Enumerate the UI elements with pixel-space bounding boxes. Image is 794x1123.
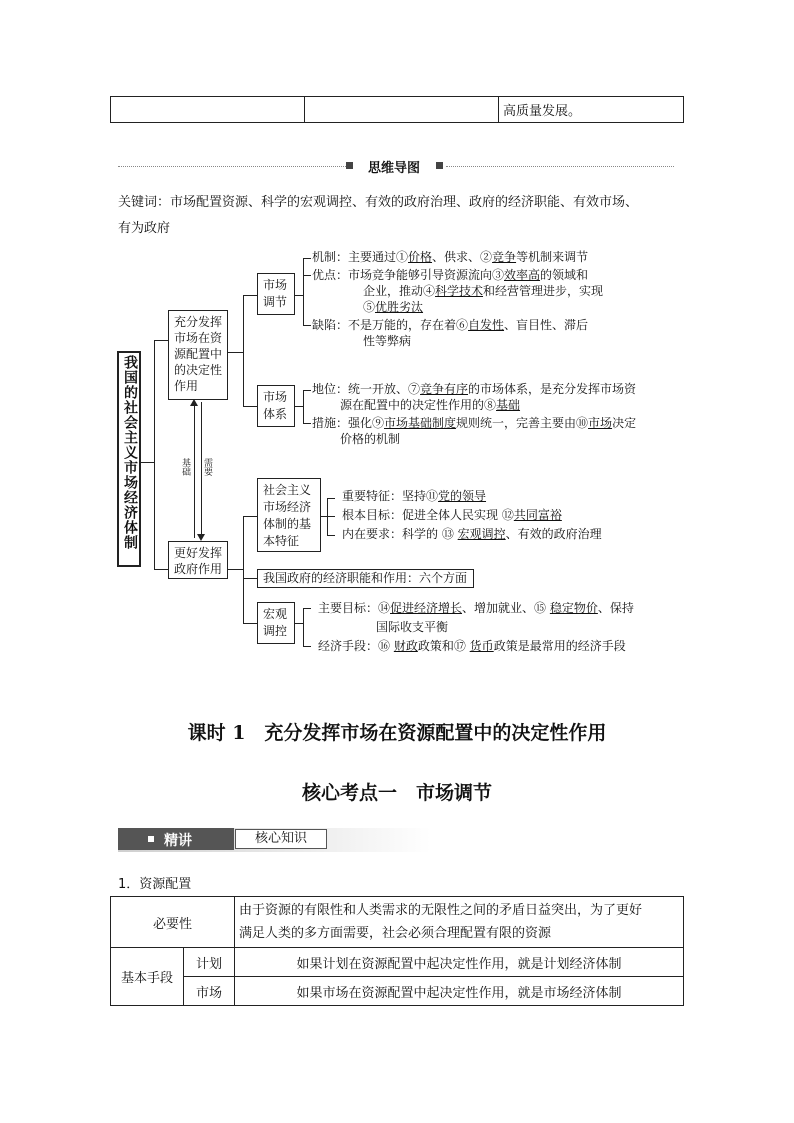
tab-right-label: 核心知识 [235, 829, 327, 849]
keywords-line-1: 市场配置资源、科学的宏观调控、有效的政府治理、政府的经济职能、有效市场、 [170, 195, 639, 210]
label-basis: 基础 [180, 458, 190, 476]
item-heading: 1．资源配置 [118, 877, 192, 892]
plan-text: 如果计划在资源配置中起决定性作用，就是计划经济体制 [235, 948, 684, 977]
label-need: 需要 [202, 458, 212, 476]
top-table-cell-3: 高质量发展。 [499, 97, 684, 123]
feature-important: 重要特征：坚持⑪党的领导 [342, 489, 487, 503]
node-macro-control: 宏观 调控 [257, 602, 295, 644]
necessity-label: 必要性 [111, 897, 235, 948]
node-market-regulation: 市场 调节 [257, 273, 295, 315]
node-market-system: 市场 体系 [257, 385, 295, 427]
section-title: 核心考点一 市场调节 [301, 782, 492, 804]
advantage-line-2: 企业，推动④科学技术和经营管理进步，实现 [363, 284, 604, 298]
defect-line-2: 性等弊病 [363, 334, 412, 348]
node-market-role: 充分发挥 市场在资 源配置中 的决定性 作用 [168, 310, 228, 400]
market-label: 市场 [184, 977, 235, 1006]
node-gov-role: 更好发挥 政府作用 [168, 541, 228, 579]
resource-table [110, 896, 684, 1006]
mechanism-line: 机制：主要通过①价格、供求、②竞争等机制来调节 [312, 250, 589, 264]
targets-line-2: 国际收支平衡 [376, 620, 449, 634]
keywords-line-2: 有为政府 [118, 221, 171, 236]
tab-left-label: 精讲 [164, 833, 192, 849]
position-line-2: 源在配置中的决定性作用的⑧基础 [340, 398, 521, 412]
arrow-up [194, 404, 195, 538]
feature-inner: 内在要求：科学的 ⑬ 宏观调控、有效的政府治理 [342, 527, 602, 541]
measure-line-2: 价格的机制 [340, 432, 401, 446]
necessity-text: 由于资源的有限性和人类需求的无限性之间的矛盾日益突出，为了更好 满足人类的多方面需要，社会必须合理配置有限的资源 [235, 897, 684, 948]
root-node-text: 我国的社会主义市场经济体制 [122, 355, 138, 550]
market-text: 如果市场在资源配置中起决定性作用，就是市场经济体制 [235, 977, 684, 1006]
position-line-1: 地位：统一开放、⑦竞争有序的市场体系，是充分发挥市场资 [312, 382, 637, 396]
measure-line-1: 措施：强化⑨市场基础制度规则统一，完善主要由⑩市场决定 [312, 416, 637, 430]
root-node [117, 351, 141, 567]
advantage-line-3: ⑤优胜劣汰 [363, 300, 424, 314]
jingjiang-tab [118, 828, 431, 854]
means-line: 经济手段：⑯ 财政政策和⑰ 货币政策是最常用的经济手段 [318, 639, 626, 653]
node-gov-functions: 我国政府的经济职能和作用：六个方面 [257, 569, 474, 588]
defect-line-1: 缺陷：不是万能的，存在着⑥自发性、盲目性、滞后 [312, 318, 589, 332]
lesson-title: 课时 1 充分发挥市场在资源配置中的决定性作用 [187, 722, 607, 744]
mind-map-title: 思维导图 [367, 161, 420, 176]
keywords-label: 关键词： [118, 195, 171, 210]
means-label: 基本手段 [111, 948, 184, 1006]
advantage-line-1: 优点：市场竞争能够引导资源流向③效率高的领域和 [312, 268, 589, 282]
plan-label: 计划 [184, 948, 235, 977]
feature-goal: 根本目标：促进全体人民实现 ⑫共同富裕 [342, 508, 562, 522]
node-system-features: 社会主义 市场经济 体制的基 本特征 [257, 478, 321, 552]
targets-line-1: 主要目标：⑭促进经济增长、增加就业、⑮ 稳定物价、保持 [318, 601, 634, 615]
